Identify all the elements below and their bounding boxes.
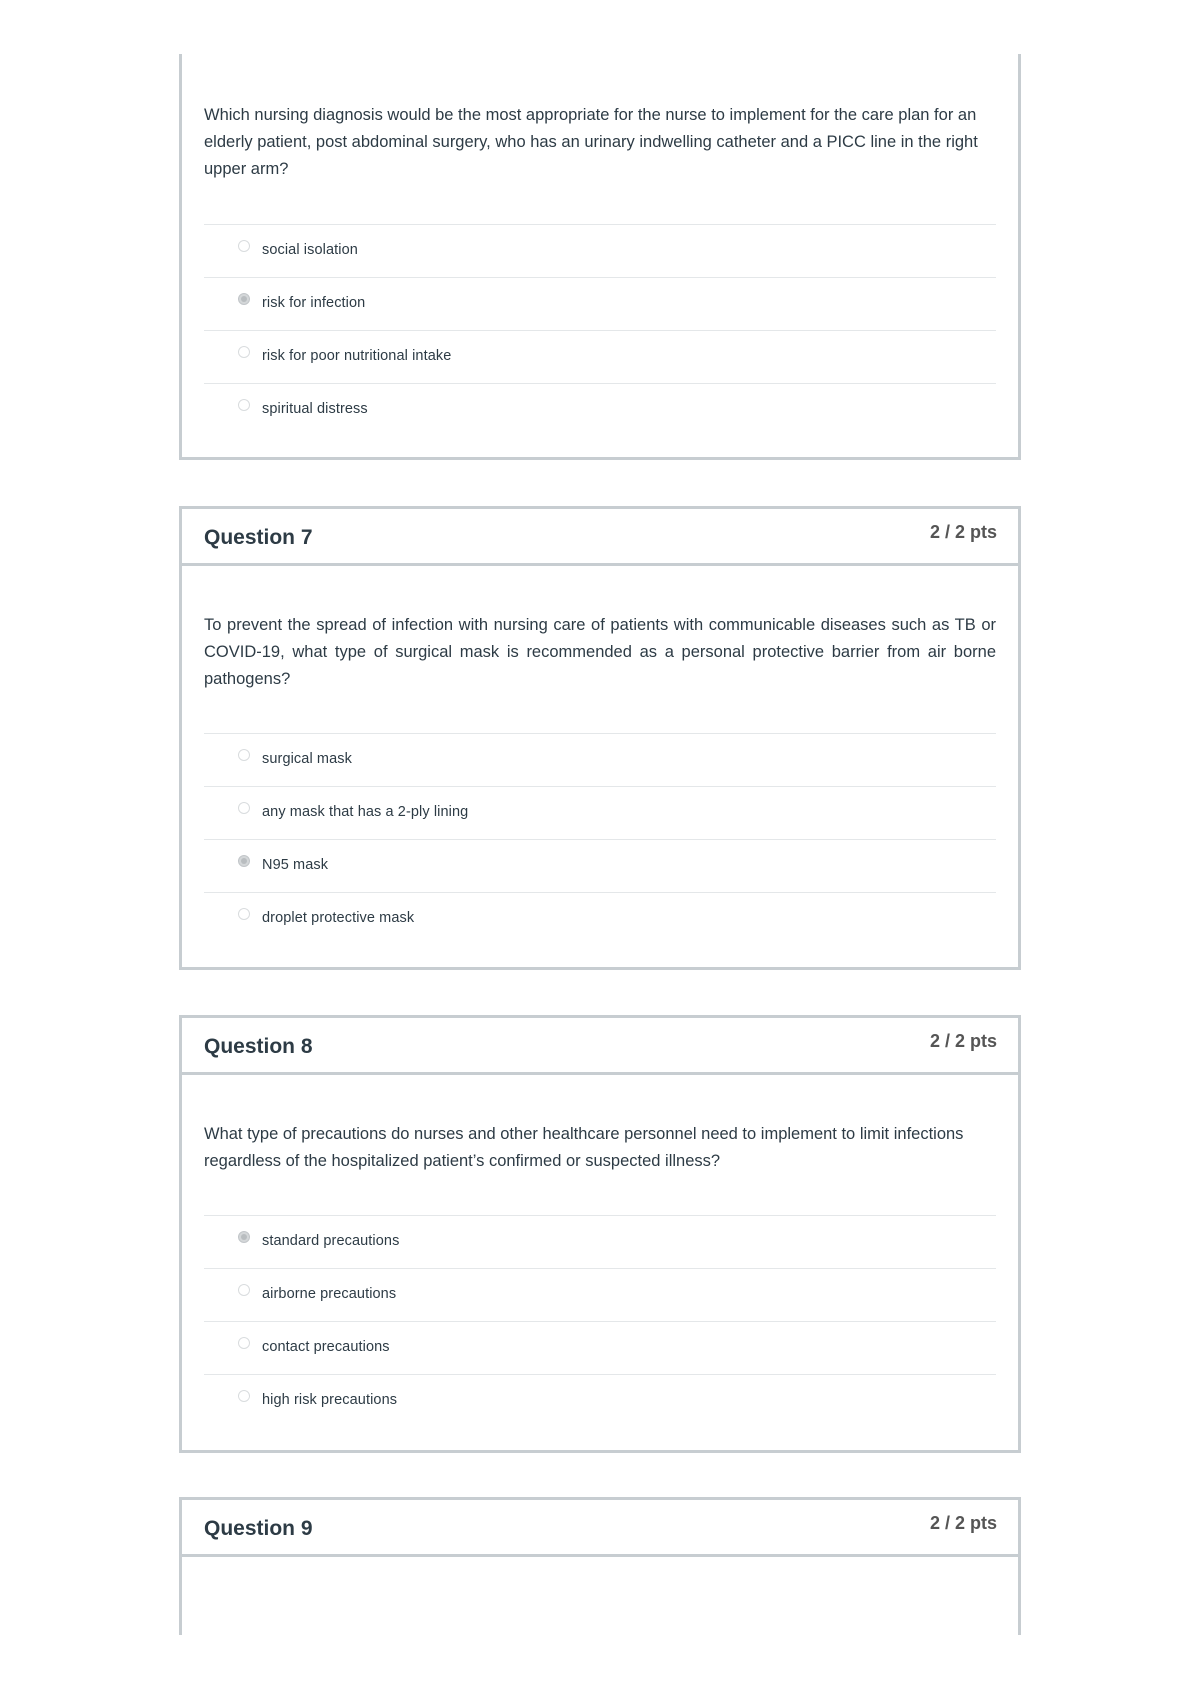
radio-button[interactable] (238, 1284, 250, 1296)
question-8-text: What type of precautions do nurses and other healthcare personnel need to implement to limit infections regardless of the hospitalized patient’s confirmed or suspected illness? (204, 1125, 964, 1170)
answer-option[interactable] (204, 786, 996, 839)
question-9-header (182, 1500, 1018, 1557)
answer-label: spiritual distress (262, 401, 368, 417)
radio-button[interactable] (238, 802, 250, 814)
radio-button-selected[interactable] (238, 1231, 250, 1243)
answer-label: risk for poor nutritional intake (262, 348, 452, 364)
question-6-answers (204, 224, 996, 436)
radio-button-selected[interactable] (238, 855, 250, 867)
answer-label: airborne precautions (262, 1286, 397, 1302)
radio-button[interactable] (238, 908, 250, 920)
question-points: 2 / 2 pts (929, 1513, 997, 1533)
answer-option[interactable] (204, 892, 996, 945)
answer-label: risk for infection (262, 295, 366, 311)
question-7-text: To prevent the spread of infection with nursing care of patients with communicable diseases such as TB or COVID-19, what type of surgical mask is recommended as a personal protective barrier from air borne pathogens? (204, 616, 996, 688)
answer-label: N95 mask (262, 857, 329, 873)
answer-label: surgical mask (262, 751, 352, 767)
radio-button[interactable] (238, 346, 250, 358)
answer-option[interactable] (204, 839, 996, 892)
question-title: Question 9 (204, 1517, 313, 1540)
question-6-card (179, 54, 1021, 460)
question-points: 2 / 2 pts (929, 1031, 997, 1051)
answer-option[interactable] (204, 1321, 996, 1374)
question-9-card (179, 1497, 1021, 1635)
radio-button[interactable] (238, 399, 250, 411)
question-6-text: Which nursing diagnosis would be the most appropriate for the nurse to implement for the care plan for an elderly patient, post abdominal surgery, who has an urinary indwelling catheter and a PICC line in the right upper arm? (204, 106, 978, 178)
answer-label: contact precautions (262, 1339, 390, 1355)
answer-option[interactable] (204, 224, 996, 277)
question-7-card (179, 506, 1021, 970)
question-points: 2 / 2 pts (929, 522, 997, 542)
question-title: Question 7 (204, 526, 313, 549)
question-8-header (182, 1018, 1018, 1075)
answer-label: high risk precautions (262, 1392, 398, 1408)
answer-option[interactable] (204, 383, 996, 436)
radio-button[interactable] (238, 1390, 250, 1402)
answer-label: social isolation (262, 242, 358, 258)
radio-button[interactable] (238, 1337, 250, 1349)
question-title: Question 8 (204, 1035, 313, 1058)
answer-option[interactable] (204, 733, 996, 786)
radio-button[interactable] (238, 240, 250, 252)
answer-option[interactable] (204, 330, 996, 383)
answer-label: standard precautions (262, 1233, 400, 1249)
radio-button-selected[interactable] (238, 293, 250, 305)
question-7-header (182, 509, 1018, 566)
answer-option[interactable] (204, 1215, 996, 1268)
answer-label: droplet protective mask (262, 910, 415, 926)
radio-button[interactable] (238, 749, 250, 761)
answer-option[interactable] (204, 277, 996, 330)
question-7-answers (204, 733, 996, 945)
question-8-card (179, 1015, 1021, 1453)
answer-option[interactable] (204, 1374, 996, 1427)
question-8-answers (204, 1215, 996, 1427)
answer-label: any mask that has a 2-ply lining (262, 804, 469, 820)
answer-option[interactable] (204, 1268, 996, 1321)
